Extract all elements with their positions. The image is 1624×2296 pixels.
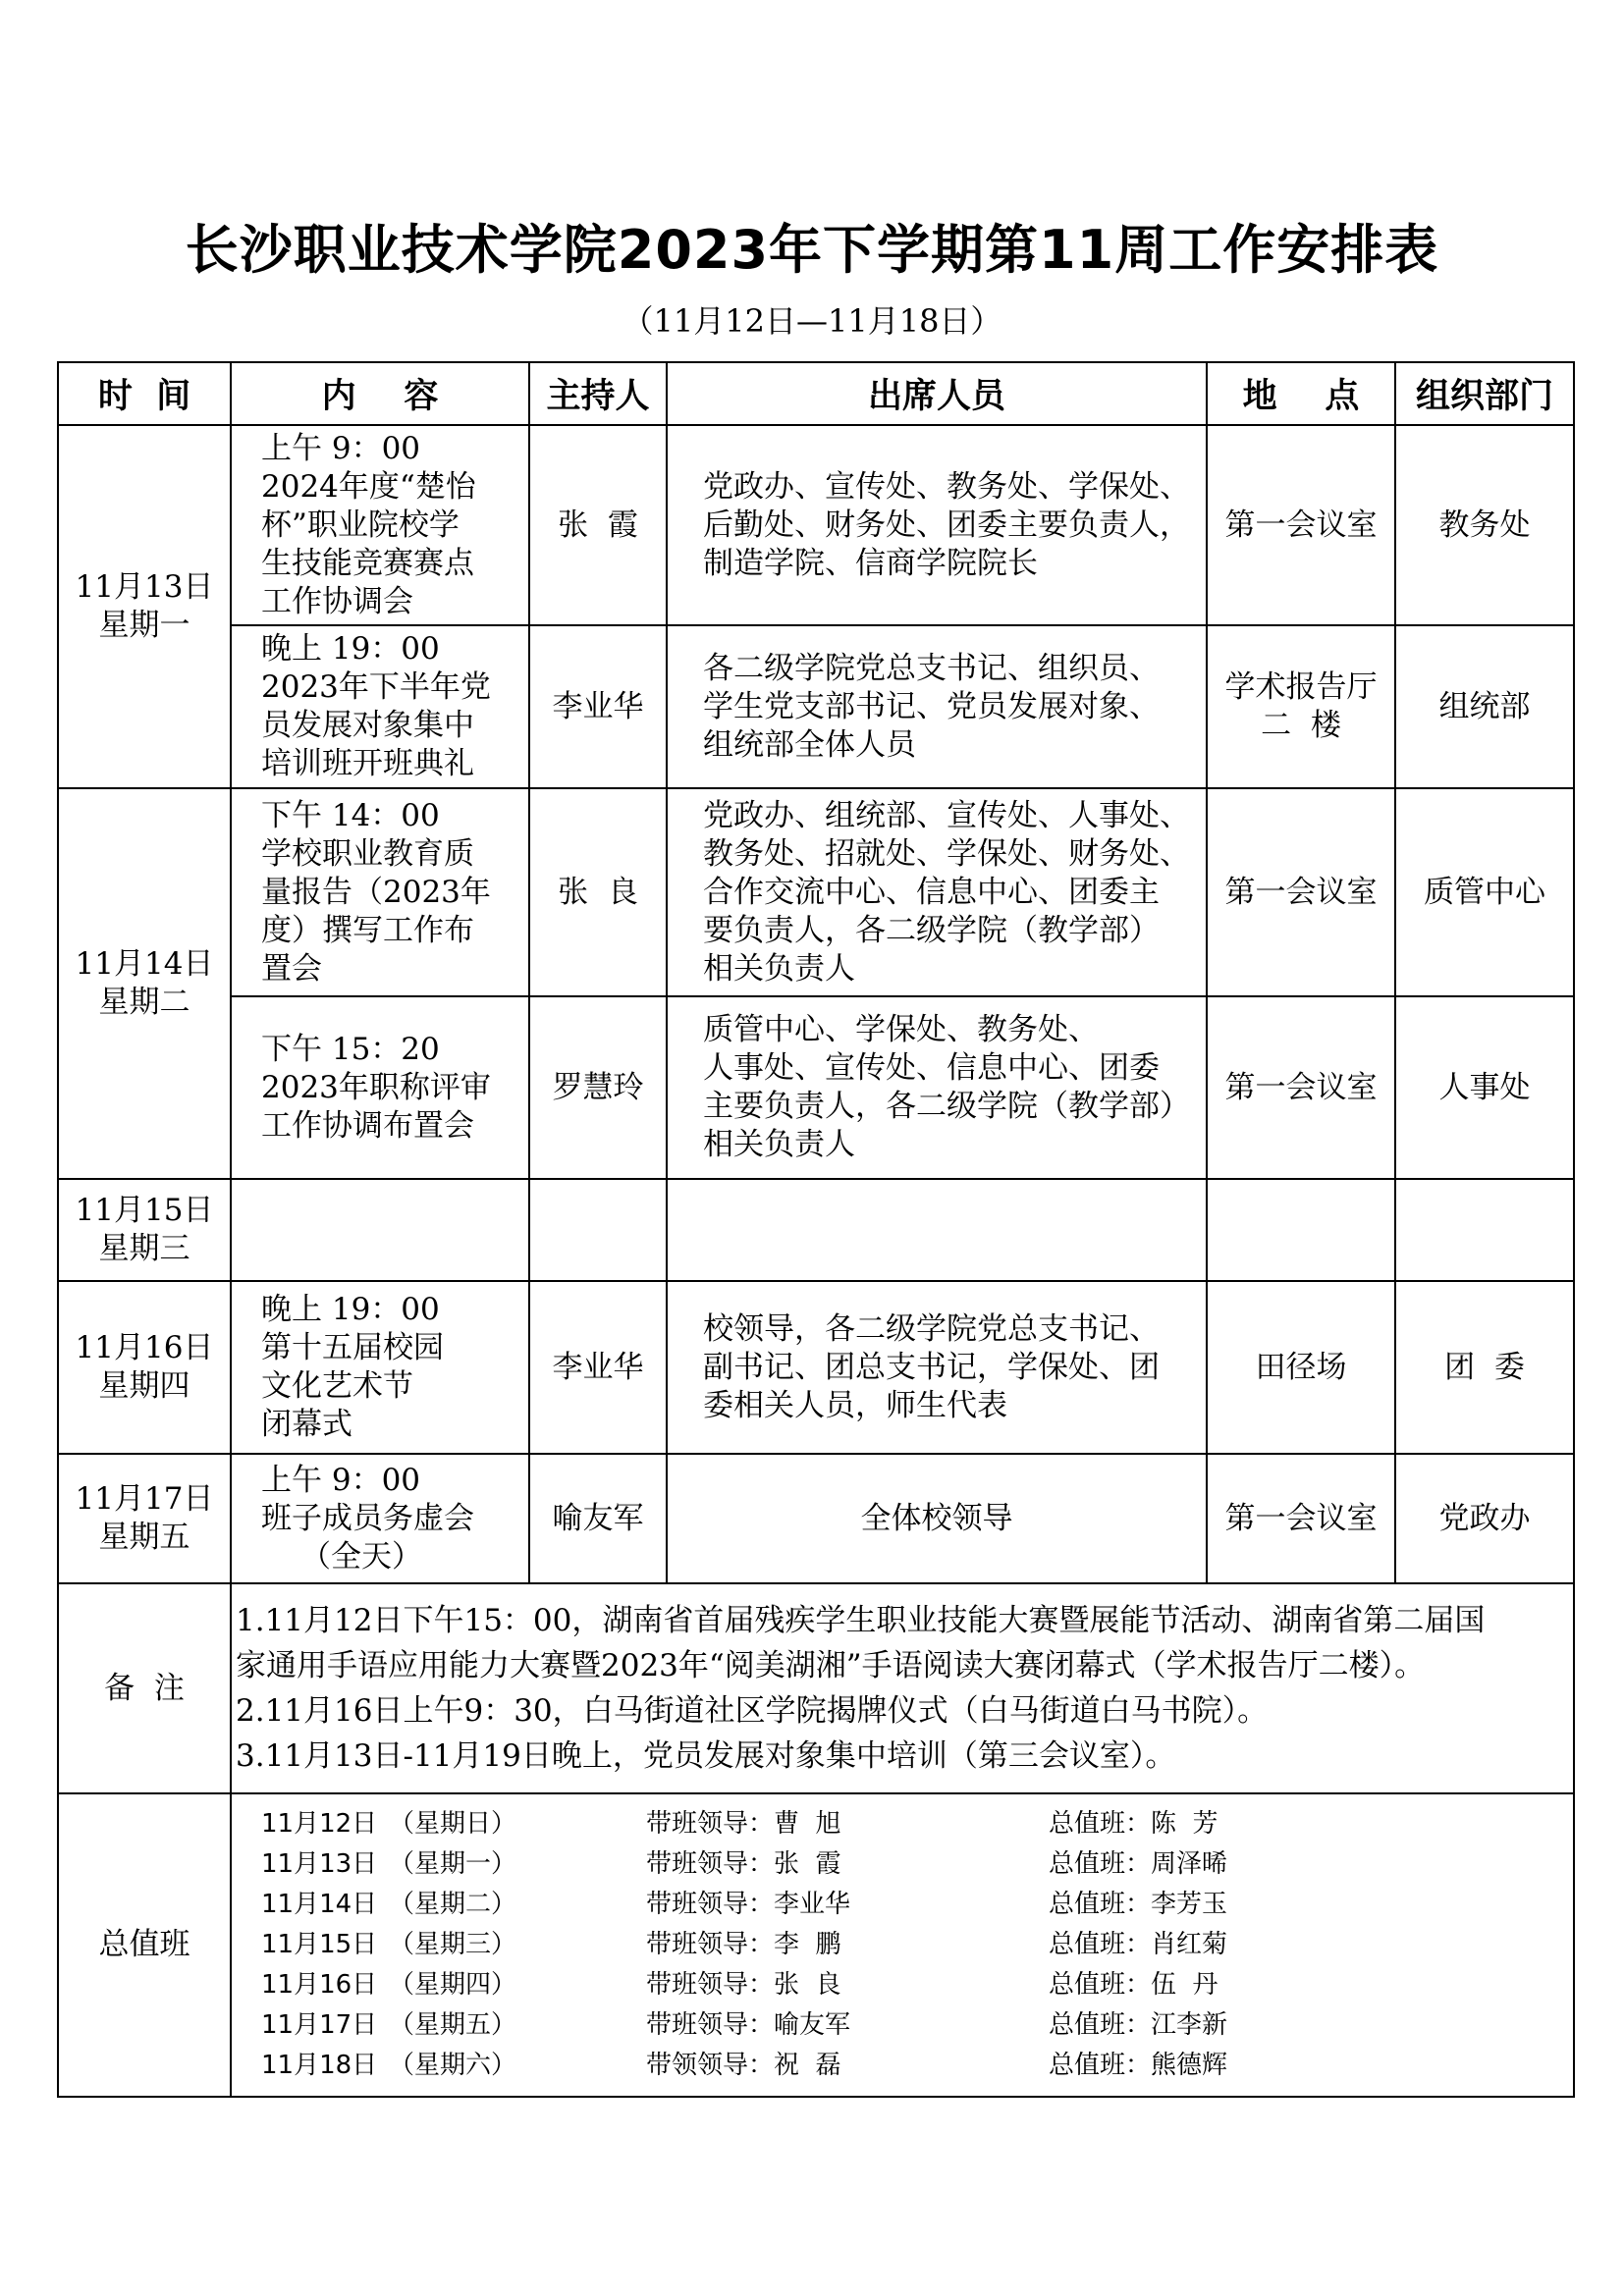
- duty-entry: [232, 1804, 1573, 1844]
- duty-leader: 带班领导：张 霞: [646, 1849, 841, 1879]
- header-location: 地 点: [1207, 362, 1395, 425]
- duty-entry: [232, 1925, 1573, 1965]
- event-content-line: 2023年职称评审: [261, 1069, 491, 1105]
- empty-cell: [231, 1179, 529, 1281]
- duty-date: 11月17日: [261, 2010, 378, 2040]
- header-content: 内 容: [231, 362, 529, 425]
- duty-chief: 总值班：江李新: [1049, 2010, 1228, 2040]
- event-host: 喻友军: [529, 1454, 667, 1583]
- day-weekday: 星期五: [98, 1520, 190, 1555]
- notes-label: 备 注: [58, 1583, 231, 1793]
- location-line: 二 楼: [1261, 708, 1341, 743]
- duty-date: 11月12日: [261, 1809, 378, 1839]
- document-title: 长沙职业技术学院2023年下学期第11周工作安排表: [185, 219, 1439, 281]
- attendees-line: 后勤处、财务处、团委主要负责人，: [703, 507, 1190, 543]
- event-content-line: 工作协调会: [261, 583, 413, 619]
- event-time: 晚上 19：00: [261, 1292, 440, 1327]
- empty-cell: [1207, 1179, 1395, 1281]
- event-content-line: 量报告（2023年: [261, 874, 491, 910]
- day-date: 11月14日: [75, 946, 214, 982]
- duty-chief: 总值班：周泽晞: [1049, 1849, 1228, 1879]
- event-content-line: 杯”职业院校学: [261, 507, 460, 543]
- duty-weekday: （星期一）: [389, 1849, 517, 1879]
- event-content-line: 2024年度“楚怡: [261, 468, 476, 505]
- attendees-line: 人事处、宣传处、信息中心、团委: [703, 1050, 1160, 1086]
- event-host: 张 霞: [529, 425, 667, 625]
- day-date: 11月17日: [75, 1481, 214, 1517]
- event-location: [1207, 1281, 1395, 1454]
- duty-chief: 总值班：伍 丹: [1049, 1970, 1218, 2000]
- event-dept: 质管中心: [1395, 788, 1574, 996]
- attendees-line: 副书记、团总支书记，学保处、团: [703, 1349, 1160, 1385]
- attendees-line: 制造学院、信商学院院长: [703, 545, 1038, 581]
- attendees-line: 要负责人，各二级学院（教学部）: [703, 912, 1160, 948]
- event-location: [1207, 425, 1395, 625]
- table-row: [58, 625, 1574, 788]
- event-attendees: [667, 425, 1207, 625]
- duty-entry: [232, 1885, 1573, 1925]
- duty-chief: 总值班：熊德辉: [1049, 2051, 1228, 2080]
- event-content: [231, 625, 529, 788]
- attendees-line: 合作交流中心、信息中心、团委主: [703, 874, 1160, 910]
- duty-entry: [232, 2046, 1573, 2086]
- attendees-line: 党政办、组统部、宣传处、人事处、: [703, 797, 1190, 833]
- event-attendees: [667, 1454, 1207, 1583]
- event-location: [1207, 788, 1395, 996]
- table-row: [58, 996, 1574, 1179]
- duty-weekday: （星期三）: [389, 1930, 517, 1959]
- event-content-line: （全天）: [300, 1538, 422, 1575]
- duty-leader: 带班领导：李业华: [646, 1890, 851, 1919]
- event-content-line: 第十五届校园: [261, 1330, 444, 1365]
- table-row: [58, 1281, 1574, 1454]
- event-content: [231, 1454, 529, 1583]
- attendees-line: 组统部全体人员: [703, 726, 916, 763]
- note-line: 3.11月13日-11月19日晚上，党员发展对象集中培训（第三会议室）。: [236, 1738, 1176, 1774]
- event-content-line: 闭幕式: [261, 1407, 352, 1442]
- event-location: [1207, 996, 1395, 1179]
- note-line: 1.11月12日下午15：00，湖南省首届残疾学生职业技能大赛暨展能节活动、湖南省第二届国: [236, 1603, 1486, 1638]
- attendees-line: 相关负责人: [703, 950, 855, 987]
- duty-weekday: （星期五）: [389, 2010, 517, 2040]
- empty-cell: [529, 1179, 667, 1281]
- event-content-line: 置会: [261, 950, 322, 987]
- duty-chief: 总值班：李芳玉: [1049, 1890, 1228, 1919]
- event-content-line: 培训班开班典礼: [261, 746, 474, 781]
- duty-chief: 总值班：陈 芳: [1049, 1809, 1218, 1839]
- day-cell-tuesday: [58, 788, 231, 1179]
- location-line: 第一会议室: [1224, 874, 1378, 910]
- duty-date: 11月13日: [261, 1849, 378, 1879]
- event-host: 李业华: [529, 625, 667, 788]
- event-attendees: [667, 788, 1207, 996]
- schedule-table: [57, 361, 1575, 2098]
- duty-label: 总值班: [58, 1793, 231, 2097]
- event-host: 罗慧玲: [529, 996, 667, 1179]
- event-host: 张 良: [529, 788, 667, 996]
- event-content-line: 文化艺术节: [261, 1368, 413, 1404]
- duty-date: 11月15日: [261, 1930, 378, 1959]
- day-weekday: 星期三: [98, 1231, 190, 1266]
- location-line: 学术报告厅: [1224, 669, 1378, 705]
- empty-cell: [667, 1179, 1207, 1281]
- event-dept: 团 委: [1395, 1281, 1574, 1454]
- event-attendees: [667, 1281, 1207, 1454]
- header-attendees: 出席人员: [667, 362, 1207, 425]
- event-content: [231, 425, 529, 625]
- event-time: 晚上 19：00: [261, 631, 440, 667]
- event-time: 上午 9：00: [261, 1462, 421, 1498]
- duty-date: 11月18日: [261, 2051, 378, 2080]
- event-dept: 人事处: [1395, 996, 1574, 1179]
- event-content-line: 班子成员务虚会: [261, 1500, 474, 1536]
- attendees-line: 全体校领导: [860, 1500, 1013, 1536]
- table-row: [58, 788, 1574, 996]
- duty-leader: 带领领导：祝 磊: [646, 2051, 841, 2080]
- event-time: 上午 9：00: [261, 430, 421, 466]
- event-content-line: 生技能竞赛赛点: [261, 545, 474, 581]
- note-line: 2.11月16日上午9：30，白马街道社区学院揭牌仪式（白马街道白马书院）。: [236, 1693, 1269, 1729]
- empty-cell: [1395, 1179, 1574, 1281]
- location-line: 第一会议室: [1224, 1069, 1378, 1105]
- event-attendees: [667, 996, 1207, 1179]
- attendees-line: 教务处、招就处、学保处、财务处、: [703, 835, 1190, 872]
- attendees-line: 学生党支部书记、党员发展对象、: [703, 688, 1160, 724]
- duty-leader: 带班领导：张 良: [646, 1970, 841, 2000]
- event-content: [231, 996, 529, 1179]
- attendees-line: 主要负责人，各二级学院（教学部）: [703, 1089, 1190, 1124]
- attendees-line: 校领导，各二级学院党总支书记、: [703, 1310, 1160, 1347]
- day-weekday: 星期二: [98, 985, 190, 1020]
- duty-leader: 带班领导：李 鹏: [646, 1930, 841, 1959]
- day-cell-thursday: [58, 1281, 231, 1454]
- duty-leader: 带班领导：曹 旭: [646, 1809, 841, 1839]
- event-host: 李业华: [529, 1281, 667, 1454]
- attendees-line: 委相关人员，师生代表: [703, 1387, 1007, 1423]
- header-time: 时 间: [58, 362, 231, 425]
- duty-entry: [232, 2005, 1573, 2046]
- event-content-line: 学校职业教育质: [261, 835, 474, 872]
- duty-date: 11月14日: [261, 1890, 378, 1919]
- duty-weekday: （星期四）: [389, 1970, 517, 2000]
- day-date: 11月15日: [75, 1193, 214, 1228]
- event-location: [1207, 1454, 1395, 1583]
- location-line: 第一会议室: [1224, 1500, 1378, 1536]
- note-line: 家通用手语应用能力大赛暨2023年“阅美湖湘”手语阅读大赛闭幕式（学术报告厅二楼）。: [236, 1648, 1426, 1683]
- day-weekday: 星期一: [98, 608, 190, 643]
- header-row: [58, 362, 1574, 425]
- table-row: [58, 1454, 1574, 1583]
- duty-date: 11月16日: [261, 1970, 378, 2000]
- event-content: [231, 1281, 529, 1454]
- event-content: [231, 788, 529, 996]
- duty-weekday: （星期六）: [389, 2051, 517, 2080]
- event-dept: 教务处: [1395, 425, 1574, 625]
- duty-entry: [232, 1844, 1573, 1885]
- event-time: 下午 15：20: [261, 1031, 440, 1067]
- duty-roster: [231, 1793, 1574, 2097]
- header-host: 主持人: [529, 362, 667, 425]
- event-content-line: 工作协调布置会: [261, 1107, 474, 1144]
- duty-weekday: （星期日）: [389, 1809, 517, 1839]
- duty-chief: 总值班：肖红菊: [1049, 1930, 1228, 1959]
- day-cell-wednesday: [58, 1179, 231, 1281]
- day-cell-friday: [58, 1454, 231, 1583]
- header-dept: 组织部门: [1395, 362, 1574, 425]
- attendees-line: 质管中心、学保处、教务处、: [703, 1012, 1099, 1047]
- event-attendees: [667, 625, 1207, 788]
- day-date: 11月13日: [75, 569, 214, 605]
- event-content-line: 度）撰写工作布: [261, 912, 474, 948]
- notes-row: [58, 1583, 1574, 1793]
- event-content-line: 2023年下半年党: [261, 669, 491, 705]
- day-date: 11月16日: [75, 1330, 214, 1365]
- day-cell-monday: [58, 425, 231, 788]
- location-line: 田径场: [1255, 1349, 1347, 1385]
- attendees-line: 各二级学院党总支书记、组织员、: [703, 650, 1160, 686]
- event-content-line: 员发展对象集中: [261, 708, 474, 743]
- location-line: 第一会议室: [1224, 507, 1378, 543]
- table-row: [58, 1179, 1574, 1281]
- event-dept: 党政办: [1395, 1454, 1574, 1583]
- duty-weekday: （星期二）: [389, 1890, 517, 1919]
- duty-entry: [232, 1965, 1573, 2005]
- day-weekday: 星期四: [98, 1368, 190, 1404]
- attendees-line: 相关负责人: [703, 1127, 855, 1162]
- event-dept: 组统部: [1395, 625, 1574, 788]
- table-row: [58, 425, 1574, 625]
- duty-row: [58, 1793, 1574, 2097]
- attendees-line: 党政办、宣传处、教务处、学保处、: [703, 468, 1190, 505]
- notes-content: [231, 1583, 1574, 1793]
- date-range-subtitle: （11月12日—11月18日）: [622, 302, 1002, 340]
- event-time: 下午 14：00: [261, 797, 440, 833]
- event-location: [1207, 625, 1395, 788]
- duty-leader: 带班领导：喻友军: [646, 2010, 851, 2040]
